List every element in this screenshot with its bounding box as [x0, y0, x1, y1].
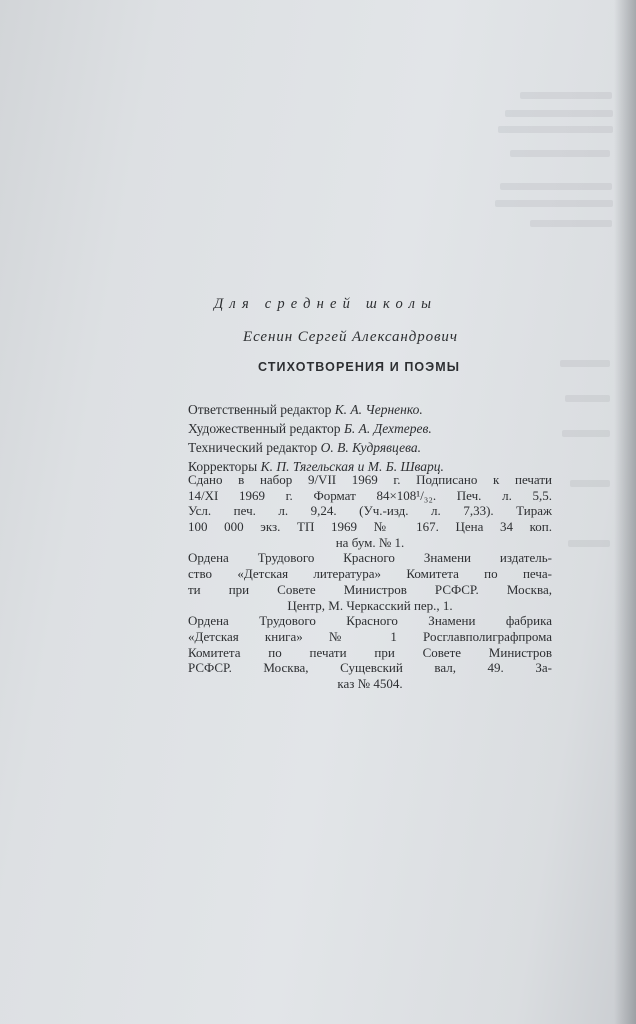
imprint-line: Комитета по печати при Совете Министров — [188, 644, 552, 660]
credits-block — [188, 400, 444, 476]
imprint-line: «Детская книга» № 1 Росглавполиграфпрома — [188, 628, 552, 644]
page-edge-shadow — [614, 0, 636, 1024]
imprint-line: каз № 4504. — [337, 675, 403, 691]
imprint-line: ти при Совете Министров РСФСР. Москва, — [188, 581, 552, 597]
author-name: Есенин Сергей Александрович — [243, 329, 458, 345]
imprint-line: на бум. № 1. — [335, 534, 405, 550]
credit-art-editor: Художественный редактор Б. А. Дехтерев. — [188, 421, 432, 436]
credit-technical-editor: Технический редактор О. В. Кудрявцева. — [188, 440, 421, 455]
imprint-line: Ордена Трудового Красного Знамени фабрика — [188, 613, 552, 629]
credit-proofreaders: Корректоры К. П. Тягельская и М. Б. Шварц. — [188, 459, 444, 474]
imprint-line: Центр, М. Черкасский пер., 1. — [287, 597, 453, 613]
imprint-line: РСФСР. Москва, Сущевский вал, 49. За- — [188, 660, 552, 676]
imprint-line: Усл. печ. л. 9,24. (Уч.-изд. л. 7,33). Тираж — [188, 503, 552, 519]
imprint-line: Ордена Трудового Красного Знамени издатель- — [188, 550, 552, 566]
credit-responsible-editor: Ответственный редактор К. А. Черненко. — [188, 402, 423, 417]
imprint-line: Сдано в набор 9/VII 1969 г. Подписано к печати — [188, 472, 552, 487]
imprint-line: 100 000 экз. ТП 1969 № 167. Цена 34 коп. — [188, 519, 552, 535]
series-label: Для средней школы — [214, 296, 438, 312]
imprint-block — [188, 472, 552, 692]
book-title: СТИХОТВОРЕНИЯ И ПОЭМЫ — [258, 360, 461, 374]
imprint-line: ство «Детская литература» Комитета по печа- — [188, 566, 552, 582]
imprint-line: 14/XI 1969 г. Формат 84×108¹/₃₂. Печ. л. 5,5. — [188, 487, 552, 503]
